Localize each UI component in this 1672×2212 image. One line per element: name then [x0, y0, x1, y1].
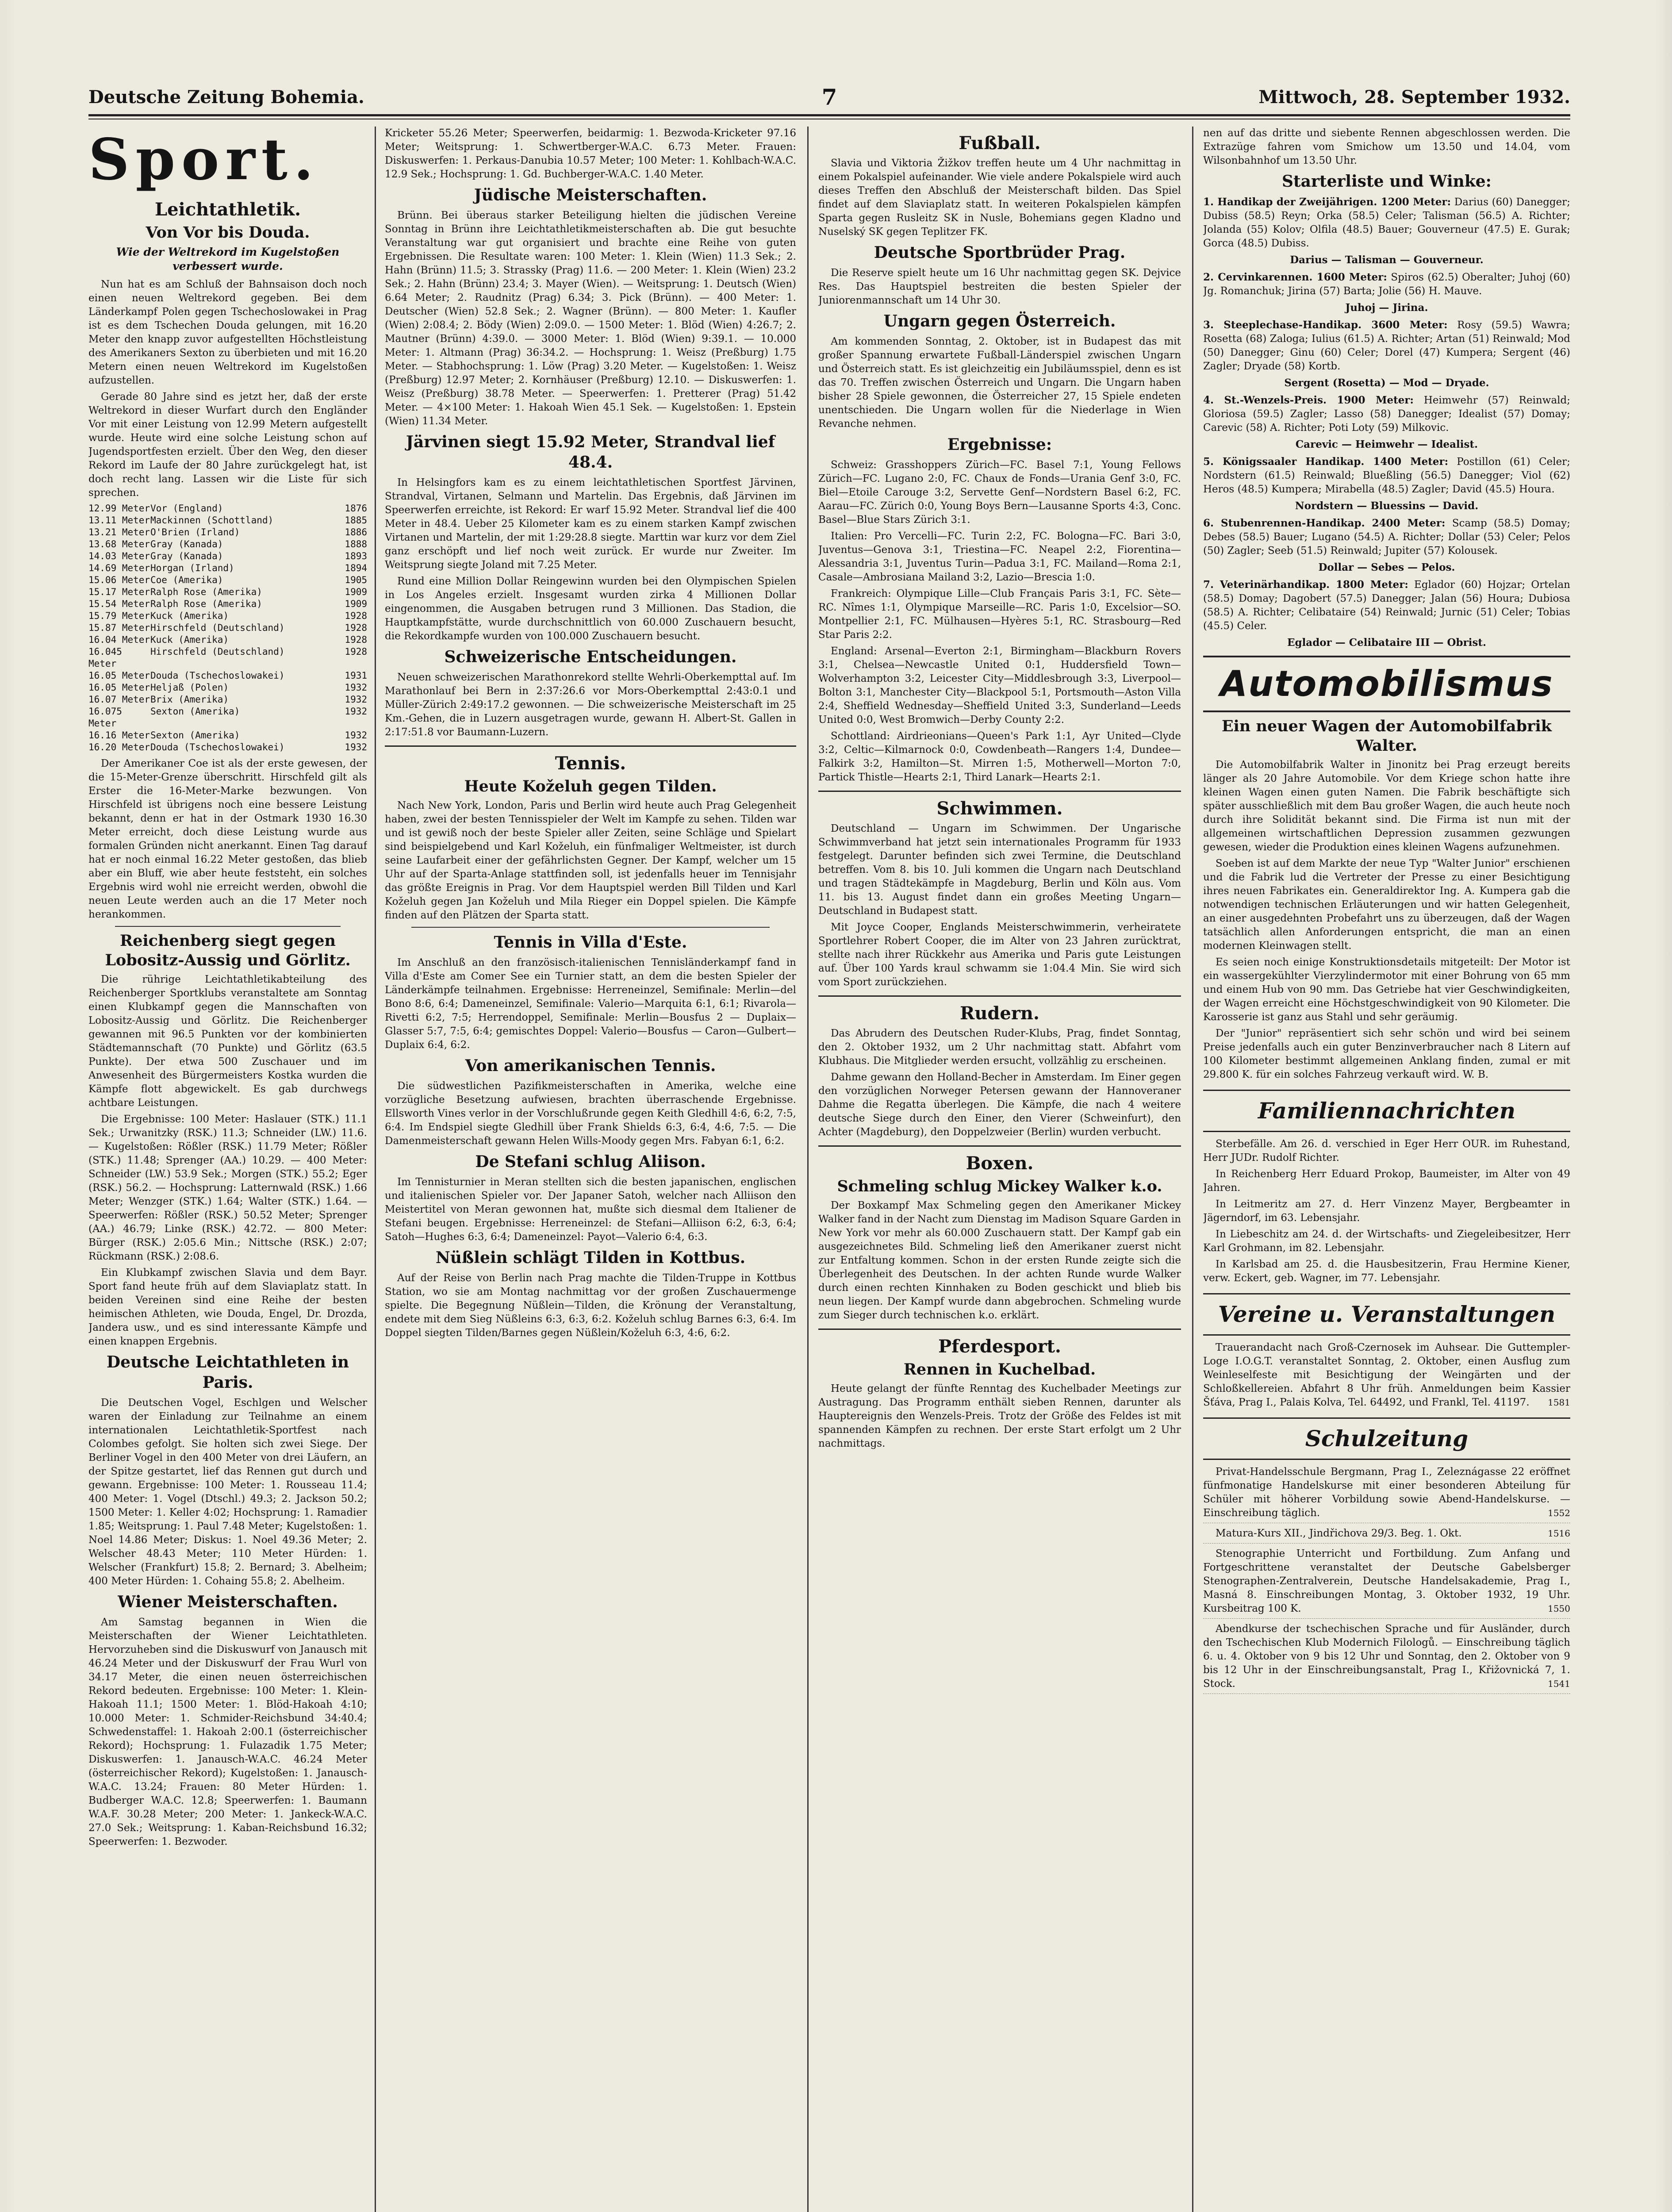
record-row [88, 741, 367, 753]
article-paragraph: Italien: Pro Vercelli—FC. Turin 2:2, FC. Bologna—FC. Bari 3:0, Juventus—Genova 3:1, Triestina—FC. Neapel 2:2, Fiorentina—Alessandria 3:1, Juventus Turin—Padua 3:1, FC. Mailand—Roma 2:1, Casale—Ambrosiana Mailand 3:2, Lazio—Brescia 1:0. [818, 530, 1181, 583]
record-year: 1932 [345, 694, 367, 705]
record-year: 1886 [345, 527, 367, 538]
article-paragraph: Heute gelangt der fünfte Renntag des Kuchelbader Meetings zur Austragung. Das Programm enthält sieben Rennen, darunter als Hauptereignis den Wenzels-Preis. Trotz der Größe des Feldes ist mit spannenden Kämpfen zu rechnen. Der erste Start erfolgt um 2 Uhr nachmittags. [818, 1383, 1181, 1449]
notice-number: 1516 [1548, 1528, 1570, 1539]
race-title: 2. Cervinkarennen. 1600 Meter: [1203, 271, 1387, 283]
section-heading: Tennis. [385, 745, 796, 774]
race-title: 6. Stubenrennen-Handikap. 2400 Meter: [1203, 517, 1446, 529]
article-headline: Schweizerische Entscheidungen. [444, 648, 737, 666]
notice-number: 1541 [1548, 1678, 1570, 1689]
article-paragraph: Der Boxkampf Max Schmeling gegen den Amerikaner Mickey Walker fand in der Nacht zum Dienstag im Madison Square Garden in New York vor mehr als 60.000 Zuschauern statt. Der Kampf gab ein ausgezeichnetes Bild. Schmeling ließ den Amerikaner zuerst nicht zur Entfaltung kommen. Schon in der ersten Runde zeigte sich die Überlegenheit des Deutschen. In der achten Runde wurde Walker durch einen rechten Kinnhaken zu Boden geschickt und blieb bis neun liegen. Der Kampf wurde dann abgebrochen. Schmeling wurde zum Sieger durch technischen k.o. erklärt. [818, 1200, 1181, 1321]
record-year: 1894 [345, 563, 367, 573]
record-row [88, 526, 367, 538]
section-heading: Schwimmen. [818, 791, 1181, 819]
record-holder: Coe (Amerika) [150, 575, 223, 585]
article-paragraph: Die Automobilfabrik Walter in Jinonitz bei Prag erzeugt bereits länger als 20 Jahre Automobile. Vor dem Kriege schon hatte ihre kleinen Wagen einen guten Namen. Die Fabrik beschäftigte sich später ausschließlich mit dem Bau großer Wagen, die auch heute noch durch ihre Solidität bekannt sind. Die Firma ist nun mit der allgemeinen wirtschaftlichen Depression zusammen gezwungen gewesen, wieder die Produktion eines kleinen Wagens aufzunehmen. [1203, 759, 1570, 853]
record-mark: 15.17 Meter [88, 587, 150, 597]
race-entry [1203, 516, 1570, 574]
notice-number: 1552 [1548, 1508, 1570, 1518]
race-tip: Carevic — Heimwehr — Idealist. [1295, 438, 1478, 450]
record-mark: 13.21 Meter [88, 527, 150, 538]
record-mark: 15.54 Meter [88, 599, 150, 609]
article-paragraph: Ein Klubkampf zwischen Slavia und dem Bayr. Sport fand heute früh auf dem Slaviaplatz statt. In beiden Vereinen sind eine Reihe der besten heimischen Athleten, wie Douda, Engel, Dr. Drozda, Jandera usw., und es sind interessante Kämpfe und einen knappen Ergebnis. [88, 1267, 367, 1347]
record-mark: 14.69 Meter [88, 563, 150, 573]
race-starters: Heimwehr (57) Reinwald; Gloriosa (59.5) Zagler; Lasso (58) Danegger; Idealist (57) Domay; Carevic (58) A. Richter; Poti Loty (59) Milkovic. [1203, 395, 1570, 434]
race-title: 3. Steeplechase-Handikap. 3600 Meter: [1203, 319, 1448, 331]
article-paragraph: Schottland: Airdrieonians—Queen's Park 1:1, Ayr United—Clyde 3:2, Celtic—Kilmarnock 0:0, Cowdenbeath—Rangers 1:4, Dundee—Falkirk 3:2, Hamilton—St. Mirren 1:5, Motherwell—Morton 7:0, Partick Thistle—Hearts 2:1, Third Lanark—Hearts 2:1. [818, 730, 1181, 783]
record-holder: Horgan (Irland) [150, 563, 234, 573]
record-row [88, 574, 367, 586]
article-paragraph: Im Tennisturnier in Meran stellten sich die besten japanischen, englischen und italienischen Spieler vor. Der Japaner Satoh, welcher nach Alliison den Meistertitel von Meran gewonnen hat, mußte sich diesmal dem Italiener de Stefani beugen. Ergebnisse: Herreneinzel: de Stefani—Alliison 6:2, 6:3, 6:4; Satoh—Hughes 6:3, 6:4; Dameneinzel: Payot—Valerio 6:4, 6:3. [385, 1176, 796, 1243]
article-paragraph: Slavia und Viktoria Žižkov treffen heute um 4 Uhr nachmittag in einem Pokalspiel aufeinander. Wie viele andere Pokalspiele wird auch dieses Treffen den Abschluß der Meisterschaft bilden. Das Spiel findet auf dem Slaviaplatz statt. In weiteren Pokalspielen kämpfen Sparta gegen Rusleitz SK in Nusle, Bohemians gegen Kladno und Nuselský SK gegen Teplitzer FK. [818, 157, 1181, 238]
race-list [1203, 195, 1570, 649]
article-headline: De Stefani schlug Aliison. [475, 1152, 706, 1171]
divider [411, 927, 770, 928]
article-paragraph: Gerade 80 Jahre sind es jetzt her, daß der erste Weltrekord in dieser Wurfart durch den Engländer Vor mit einer Leistung von 12.99 Metern aufgestellt wurde. Heute wird eine solche Leistung schon auf Jugendsportfesten erzielt. Über den Weg, den dieser Rekord im Laufe der 80 Jahre zurückgelegt hat, ist doch recht lang. Lassen wir die Liste für sich sprechen. [88, 391, 367, 499]
record-mark: 16.05 Meter [88, 682, 150, 693]
record-holder: O'Brien (Irland) [150, 527, 240, 538]
race-field [1203, 195, 1570, 250]
record-mark: 14.03 Meter [88, 551, 150, 561]
article-paragraph: Es seien noch einige Konstruktionsdetails mitgeteilt: Der Motor ist ein wassergekühlter Vierzylindermotor mit einer Bohrung von 65 mm und einem Hub von 90 mm. Das Getriebe hat vier Geschwindigkeiten, der Wagen erreicht eine Höchstgeschwindigkeit von 90 Kilometer. Die Karosserie ist ganz aus Stahl und sehr geräumig. [1203, 956, 1570, 1023]
article-paragraph: Rund eine Million Dollar Reingewinn wurden bei den Olympischen Spielen in Los Angeles erzielt. Insgesamt wurden zirka 4 Millionen Dollar eingenommen, die Ausgaben betrugen rund 3 Millionen. Das Stadion, die Hauptkampfstätte, wurde durchschnittlich von 60.000 Zuschauern besucht, die Rekordkampfe wurden von 100.000 Zuschauern besucht. [385, 576, 796, 642]
record-row [88, 730, 367, 741]
record-holder: Hirschfeld (Deutschland) [150, 646, 285, 657]
record-row [88, 622, 367, 634]
record-mark: 15.79 Meter [88, 611, 150, 621]
record-year: 1931 [345, 670, 367, 681]
record-row [88, 562, 367, 574]
race-tip: Nordstern — Bluessins — David. [1295, 500, 1479, 512]
event-notice [1203, 1341, 1570, 1409]
race-tip: Darius — Talisman — Gouverneur. [1290, 254, 1484, 266]
article-paragraph: Das Abrudern des Deutschen Ruder-Klubs, Prag, findet Sonntag, den 2. Oktober 1932, um 2 Uhr nachmittag statt. Abfahrt vom Klubhaus. Die Mitglieder werden ersucht, vollzählig zu erscheinen. [818, 1028, 1181, 1067]
record-year: 1905 [345, 575, 367, 585]
race-title: 1. Handikap der Zweijährigen. 1200 Meter: [1203, 196, 1451, 208]
article-headline: Järvinen siegt 15.92 Meter, Strandval lief 48.4. [406, 433, 775, 472]
race-field [1203, 318, 1570, 373]
record-year: 1909 [345, 599, 367, 609]
race-tip: Sergent (Rosetta) — Mod — Dryade. [1284, 377, 1489, 389]
record-holder: Ralph Rose (Amerika) [150, 587, 262, 597]
record-year: 1909 [345, 587, 367, 597]
section-heading: Rudern. [818, 995, 1181, 1024]
article-paragraph: Schweiz: Grasshoppers Zürich—FC. Basel 7:1, Young Fellows Zürich—FC. Lugano 2:0, FC. Chaux de Fonds—Urania Genf 3:0, FC. Biel—Etoile Carouge 3:2, Servette Genf—Nordstern Basel 6:2, FC. Aarau—FC. Zürich 0:0, Young Boys Bern—Lausanne Sports 4:3, Conc. Basel—Blue Stars Zürich 3:1. [818, 459, 1181, 526]
record-row [88, 503, 367, 515]
section-heading: Fußball. [959, 133, 1041, 154]
page-number: 7 [821, 84, 837, 110]
school-news-title: Schulzeitung [1203, 1417, 1570, 1460]
record-row [88, 538, 367, 550]
article-headline: Rennen in Kuchelbad. [903, 1360, 1096, 1379]
column-1 [88, 127, 367, 2212]
record-row [88, 682, 367, 694]
article-paragraph: Die rührige Leichtathletikabteilung des Reichenberger Sportklubs veranstaltete am Sonntag einen Klubkampf gegen die Mannschaften von Lobositz-Aussig und Görlitz. Die Reichenberger gewannen mit 96.5 Punkten vor der kombinierten Städtemannschaft (70 Punkte) und Görlitz (63.5 Punkte). Der etwa 500 Zuschauer und im Anwesenheit des Bürgermeisters Kostka wurden die Kämpfe flott abgewickelt. Es gab durchwegs achtbare Leistungen. [88, 974, 367, 1109]
column-4 [1203, 127, 1570, 2212]
race-tip: Juhoj — Jirina. [1345, 302, 1428, 314]
divider [115, 926, 341, 927]
record-year: 1932 [345, 730, 367, 741]
article-headline: Ein neuer Wagen der Automobilfabrik Walter. [1221, 717, 1552, 755]
record-year: 1928 [345, 611, 367, 621]
record-mark: 16.075 Meter [88, 706, 122, 729]
article-paragraph: Kricketer 55.26 Meter; Speerwerfen, beidarmig: 1. Bezwoda-Kricketer 97.16 Meter; Weitsprung: 1. Schwertberger-W.A.C. 6.73 Meter. Frauen: Diskuswerfen: 1. Perkaus-Danubia 10.57 Meter; 100 Meter: 1. Kohlbach-W.A.C. 12.9 Sek.; Hochsprung: 1. Gd. Buchberger-W.A.C. 1.40 Meter. [385, 127, 796, 180]
article-headline: Nüßlein schlägt Tilden in Kottbus. [435, 1248, 746, 1267]
article-paragraph: Am Samstag begannen in Wien die Meisterschaften der Wiener Leichtathleten. Hervorzuheben sind die Diskuswurf von Janausch mit 46.24 Meter und der Diskuswurf der Frau Wurl von 34.17 Meter, die einen neuen österreichischen Rekord bedeuten. Ergebnisse: 100 Meter: 1. Klein-Hakoah 11.1; 1500 Meter: 1. Blöd-Hakoah 4:10; 10.000 Meter: 1. Schmider-Reichsbund 34:40.4; Schwedenstaffel: 1. Hakoah 2:00.1 (österreichischer Rekord); Hochsprung: 1. Fulazadik 1.75 Meter; Diskuswerfen: 1. Janausch-W.A.C. 46.24 Meter (österreichischer Rekord); Kugelstoßen: 1. Janausch-W.A.C. 13.24; Frauen: 80 Meter Hürden: 1. Budberger W.A.C. 12.8; Speerwerfen: 1. Baumann W.A.F. 30.28 Meter; 200 Meter: 1. Jankeck-W.A.C. 27.0 Sek.; Weitsprung: 1. Kaban-Reichsbund 16.32; Speerwerfen: 1. Bezwoder. [88, 1617, 367, 1847]
record-holder: Sexton (Amerika) [150, 706, 240, 717]
column-3 [818, 127, 1181, 2212]
header-rule [88, 114, 1570, 116]
race-title: 7. Veterinärhandikap. 1800 Meter: [1203, 579, 1408, 591]
article-headline: Von amerikanischen Tennis. [465, 1056, 716, 1075]
family-notice: In Karlsbad am 25. d. die Hausbesitzerin, Frau Hermine Kiener, verw. Eckert, geb. Wagner, im 77. Lebensjahr. [1203, 1259, 1570, 1284]
record-row [88, 550, 367, 562]
race-starters: Scamp (58.5) Domay; Debes (58.5) Bauer; Lugano (54.5) A. Richter; Dollar (53) Celer; Pelos (50) Zagler; Seeb (51.5) Reinwald; Jupiter (57) Kolousek. [1203, 518, 1570, 557]
record-mark: 16.16 Meter [88, 730, 150, 741]
record-year: 1885 [345, 515, 367, 526]
article-headline: Reichenberg siegt gegen Lobositz-Aussig und Görlitz. [105, 932, 351, 969]
record-mark: 12.99 Meter [88, 503, 150, 514]
record-mark: 16.04 Meter [88, 634, 150, 645]
race-tip: Dollar — Sebes — Pelos. [1318, 561, 1455, 573]
record-holder: Ralph Rose (Amerika) [150, 599, 262, 609]
article-paragraph: Deutschland — Ungarn im Schwimmen. Der Ungarische Schwimmverband hat jetzt sein internationales Programm für 1933 festgelegt. Darunter befinden sich zwei Termine, die Deutschland betreffen. Vom 8. bis 10. Juli kommen die Ungarn nach Deutschland und tragen Städtekämpfe in Magdeburg, Berlin und Köln aus. Vom 11. bis 13. August findet dann ein großes Meeting Ungarn—Deutschland in Budapest statt. [818, 823, 1181, 917]
race-entry [1203, 455, 1570, 513]
race-entry [1203, 270, 1570, 315]
family-notice: Sterbefälle. Am 26. d. verschied in Eger Herr OUR. im Ruhestand, Herr JUDr. Rudolf Richter. [1203, 1138, 1570, 1164]
article-paragraph: Soeben ist auf dem Markte der neue Typ "Walter Junior" erschienen und die Fabrik lud die Vertreter der Presse zu einer Besichtigung ihres neuen Fabrikates ein. Generaldirektor Ing. A. Kumpera gab die notwendigen technischen Erläuterungen und wir hatten Gelegenheit, an einer ausgedehnten Probefahrt uns zu überzeugen, daß der Wagen tatsächlich allen Anforderungen entspricht, die man an einen modernen Kleinwagen stellt. [1203, 858, 1570, 952]
article-paragraph: Dahme gewann den Holland-Becher in Amsterdam. Im Einer gegen den vorzüglichen Norweger Petersen gewann der Hannoveraner Dahme die Regatta überlegen. Die Kämpfe, die nach 4 weitere deutsche Siege durch den Einer, den Vierer (Schweinfurt), den Achter (Magdeburg), den Doppelzweier (Berlin) wurden verbucht. [818, 1071, 1181, 1138]
record-holder: Douda (Tschechoslowakei) [150, 670, 285, 681]
school-notice-text: Stenographie Unterricht und Fortbildung. Zum Anfang und Fortgeschrittene veranstaltet der Deutsche Gabelsberger Stenographen-Zentralverein, Deutsche Handelsakademie, Prag I., Masná 8. Einschreibungen Montag, 3. Oktober 1932, 19 Uhr. Kursbeitrag 100 K. [1203, 1548, 1570, 1614]
masthead-name: Deutsche Zeitung Bohemia. [88, 87, 364, 108]
article-headline: Von Vor bis Douda. [146, 223, 310, 242]
record-row [88, 670, 367, 682]
record-row [88, 646, 367, 670]
article-paragraph: nen auf das dritte und siebente Rennen abgeschlossen werden. Die Extrazüge fahren vom Smichow um 13.50 und 14.04, vom Wilsonbahnhof um 13.50 Uhr. [1203, 127, 1570, 166]
record-holder: Vor (England) [150, 503, 223, 514]
record-row [88, 586, 367, 598]
record-mark: 13.68 Meter [88, 539, 150, 549]
record-row [88, 634, 367, 646]
article-paragraph: Frankreich: Olympique Lille—Club Français Paris 3:1, FC. Sète—RC. Nîmes 1:1, Olympique Marseille—RC. Paris 1:0, Excelsior—SO. Montpellier 2:1, FC. Mülhausen—Hyères 5:1, RC. Strasbourg—Red Star Paris 2:2. [818, 588, 1181, 641]
record-holder: Gray (Kanada) [150, 551, 223, 561]
school-notices [1203, 1465, 1570, 1694]
family-notice: In Reichenberg Herr Eduard Prokop, Baumeister, im Alter von 49 Jahren. [1203, 1168, 1570, 1194]
article-paragraph: Der "Junior" repräsentiert sich sehr schön und wird bei seinem Preise jedenfalls auch ein guter Benzinverbraucher nach 8 Litern auf 100 Kilometer bestimmt allgemeinen Anklang finden, zumal er mit 29.800 K. für ein solches Fahrzeug verkauft wird. W. B. [1203, 1028, 1570, 1080]
notice-number: 1550 [1548, 1603, 1570, 1614]
race-tip: Eglador — Celibataire III — Obrist. [1287, 637, 1487, 649]
record-mark: 16.05 Meter [88, 670, 150, 681]
section-heading: Boxen. [818, 1145, 1181, 1174]
race-entry [1203, 195, 1570, 267]
article-paragraph: Am kommenden Sonntag, 2. Oktober, ist in Budapest das mit großer Spannung erwartete Fußball-Länderspiel zwischen Ungarn und Österreich statt. Es ist gleichzeitig ein Jubiläumsspiel, denn es ist das 70. Treffen zwischen Österreich und Ungarn. Die Ungarn haben bisher 28 Spiele gewonnen, die Österreicher 27, 15 Spiele endeten unentschieden. Die Ungarn wollen für die Niederlage in Wien Revanche nehmen. [818, 336, 1181, 430]
school-notice [1203, 1622, 1570, 1694]
record-year: 1893 [345, 551, 367, 561]
article-headline: Deutsche Leichtathleten in Paris. [106, 1353, 349, 1392]
column-divider-3 [1192, 127, 1193, 2212]
race-starters: Eglador (60) Hojzar; Ortelan (58.5) Domay; Dagobert (57.5) Danegger; Jalan (56) Houra; Dubiosa (58.5) A. Richter; Celibataire (54) Reinwald; Jurnic (51) Celer; Tobias (45.5) Celer. [1203, 579, 1570, 632]
article-headline: Wiener Meisterschaften. [118, 1593, 338, 1611]
school-notice [1203, 1465, 1570, 1523]
record-holder: Mackinnen (Schottland) [150, 515, 274, 526]
article-headline: Ungarn gegen Österreich. [883, 312, 1116, 330]
article-headline: Tennis in Villa d'Este. [494, 933, 687, 952]
article-paragraph: Mit Joyce Cooper, Englands Meisterschwimmerin, verheiratete Sportlehrer Robert Cooper, die im Alter von 23 Jahren zurücktrat, stellte nach ihrer Rückkehr aus Amerika und Paris gute Leistungen auf. Über 100 Yards kraul schwamm sie 1:04.4 Min. Sie wird sich vom Sport zurückziehen. [818, 922, 1181, 988]
article-paragraph: Die Reserve spielt heute um 16 Uhr nachmittag gegen SK. Dejvice Res. Das Hauptspiel bestreiten die besten Spieler der Juniorenmannschaft um 14 Uhr 30. [818, 267, 1181, 306]
article-headline: Schmeling schlug Mickey Walker k.o. [837, 1177, 1162, 1195]
record-mark: 16.045 Meter [88, 646, 122, 669]
race-field [1203, 270, 1570, 298]
event-text: Trauerandacht nach Groß-Czernosek im Auhsear. Die Guttempler-Loge I.O.G.T. veranstaltet Sonntag, 2. Oktober, einen Ausflug zum Weinleselfeste mit Besichtigung der Weingärten und der Schloßkellereien. Abfahrt 8 Uhr früh. Anmeldungen beim Kassier Šťáva, Prag I., Palais Kolva, Tel. 64492, und Frankl, Tel. 41197. [1203, 1342, 1570, 1408]
record-row [88, 610, 367, 622]
race-field [1203, 455, 1570, 496]
record-year: 1932 [345, 682, 367, 693]
race-field [1203, 393, 1570, 435]
race-starters: Darius (60) Danegger; Dubiss (58.5) Reyn; Orka (58.5) Celer; Talisman (56.5) A. Richter; Jolanda (55) Kolov; Olfila (48.5) Bauer; Gouverneur (47.5) E. Gurak; Gorca (48.5) Dubiss. [1203, 196, 1570, 249]
race-field [1203, 578, 1570, 633]
record-holder: Hirschfeld (Deutschland) [150, 622, 285, 633]
race-field [1203, 516, 1570, 558]
column-divider-2 [807, 127, 809, 2212]
section-heading: Leichtathletik. [154, 199, 301, 220]
school-notice-text: Abendkurse der tschechischen Sprache und für Ausländer, durch den Tschechischen Klub Modernich Filologů. — Einschreibung täglich 6. u. 4. Oktober von 9 bis 12 Uhr und Sonntag, den 2. Oktober von 9 bis 12 Uhr in der Einschreibungsanstalt, Prag I., Křižovnická 7, 1. Stock. [1203, 1623, 1570, 1690]
article-paragraph: Die südwestlichen Pazifikmeisterschaften in Amerika, welche eine vorzügliche Besetzung aufwiesen, brachten überraschende Ergebnisse. Ellsworth Vines verlor in der Vorschlußrunde gegen Keith Gledhill 4:6, 6:2, 7:5, 6:4. Im Endspiel siegte Gledhill über Frank Shields 6:3, 6:4, 4:6, 7:5. — Die Damenmeisterschaft gewann Helen Wills-Moody gegen Mrs. Fabyan 6:1, 6:2. [385, 1080, 796, 1147]
article-paragraph: Im Anschluß an den französisch-italienischen Tennisländerkampf fand in Villa d'Este am Comer See ein Turnier statt, an dem die besten Spieler der Länderkämpfe teilnahmen. Ergebnisse: Herreneinzel, Semifinale: Merlin—del Bono 8:6, 6:4; Dameneinzel, Semifinale: Valerio—Marquita 6:1, 6:1; Rivarola—Rivetti 6:2, 7:5; Herrendoppel, Semifinale: Merlin—Bousfus 2 — Duplaix—Glasser 5:7, 7:5, 6:4; gemischtes Doppel: Valerio—Bousfus — Caron—Gulbert—Duplaix 6:4, 6:2. [385, 957, 796, 1051]
article-paragraph: In Helsingfors kam es zu einem leichtathletischen Sportfest Järvinen, Strandval, Virtanen, Selmann und Martelin. Das Ergebnis, daß Järvinen im Speerwerfen erreichte, ist Rekord: Er warf 15.92 Meter. Strandval lief die 400 Meter in 48.4. Ueber 25 Kilometer kam es zu einem starken Kampf zwischen Virtanen und Martelin, der mit 1:29:28.8 siegte. Marttin war kurz vor dem Ziel ganz erschöpft und lief noch weit zurück. Er wurde nur Zweiter. Im Weitsprung siegte Joland mit 7.25 Meter. [385, 477, 796, 571]
record-year: 1932 [345, 706, 367, 717]
record-year: 1928 [345, 634, 367, 645]
record-year: 1928 [345, 646, 367, 657]
record-holder: Kuck (Amerika) [150, 634, 229, 645]
record-mark: 13.11 Meter [88, 515, 150, 526]
record-row [88, 515, 367, 526]
school-notice [1203, 1527, 1570, 1544]
section-heading: Pferdesport. [818, 1329, 1181, 1357]
record-holder: Gray (Kanada) [150, 539, 223, 549]
article-headline: Ergebnisse: [947, 435, 1052, 454]
record-mark: 15.06 Meter [88, 575, 150, 585]
school-notice [1203, 1547, 1570, 1619]
race-entry [1203, 578, 1570, 649]
record-year: 1888 [345, 539, 367, 549]
race-title: 4. St.-Wenzels-Preis. 1900 Meter: [1203, 394, 1414, 406]
record-holder: Douda (Tschechoslowakei) [150, 742, 285, 753]
record-row [88, 694, 367, 706]
race-title: 5. Königssaaler Handikap. 1400 Meter: [1203, 456, 1449, 468]
record-row [88, 598, 367, 610]
school-notice-text: Matura-Kurs XII., Jindřichova 29/3. Beg. 1. Okt. [1216, 1528, 1462, 1539]
article-paragraph: Der Amerikaner Coe ist als der erste gewesen, der die 15-Meter-Grenze überschritt. Hirschfeld gilt als Erster die 16-Meter-Marke bezwungen. Von Hirschfeld ist übrigens noch eine bessere Leistung bekannt, denn er hat in der Ostmark 1930 16.30 Meter erreicht, doch diese Leistung wurde aus formalen Gründen nicht anerkannt. Einen Tag darauf hat er noch einmal 16.22 Meter gestoßen, das blieb aber ein Bluff, wie aber heute feststeht, ein solches Ergebnis wird wohl nie erreicht werden, obwohl die neuen Leute werden auch an die 17 Meter noch herankommen. [88, 758, 367, 920]
article-paragraph: Neuen schweizerischen Marathonrekord stellte Wehrli-Oberkempttal auf. Im Marathonlauf bei Bern in 2:37:26.6 vor Mors-Oberkempttal 2:43:0.1 und Müller-Zürich 2:49:17.2 gewonnen. — Die schweizerische Meisterschaft im 25 Km.-Gehen, die in Luzern ausgetragen wurde, gewann H. Albert-St. Gallen in 2:17:51.8 vor Baumann-Luzern. [385, 672, 796, 738]
article-paragraph: England: Arsenal—Everton 2:1, Birmingham—Blackburn Rovers 3:1, Chelsea—Newcastle United 0:1, Huddersfield Town—Wolverhampton 3:2, Leicester City—Middlesbrough 3:3, Liverpool—Bolton 3:1, Manchester City—Blackpool 5:1, Portsmouth—Aston Villa 2:4, Sheffield Wednesday—Sheffield United 3:3, Sunderland—Leeds United 0:0, West Bromwich—Derby County 2:2. [818, 645, 1181, 726]
running-header [88, 84, 1570, 112]
article-headline: Starterliste und Winke: [1282, 172, 1492, 191]
record-holder: Heljaß (Polen) [150, 682, 229, 693]
record-year: 1928 [345, 622, 367, 633]
record-holder: Kuck (Amerika) [150, 611, 229, 621]
race-entry [1203, 393, 1570, 451]
column-2 [385, 127, 796, 2212]
events-title: Vereine u. Veranstaltungen [1203, 1293, 1570, 1336]
automobilismus-title: Automobilismus [1203, 656, 1570, 712]
record-list [88, 503, 367, 753]
family-notice: In Liebeschitz am 24. d. der Wirtschafts- und Ziegeleibesitzer, Herr Karl Grohmann, im 82. Lebensjahr. [1203, 1229, 1570, 1254]
record-year: 1876 [345, 503, 367, 514]
record-row [88, 706, 367, 730]
race-starters: Rosy (59.5) Wawra; Rosetta (68) Zaloga; Iulius (61.5) A. Richter; Artan (51) Reinwald; Mod (50) Danegger; Ginu (60) Celer; Dorel (47) Kumpera; Sergent (46) Zagler; Dryade (58) Kortb. [1203, 319, 1570, 372]
record-holder: Brix (Amerika) [150, 694, 229, 705]
article-paragraph: Brünn. Bei überaus starker Beteiligung hielten die jüdischen Vereine Sonntag in Brünn ihre Leichtathletikmeisterschaften ab. Die gut besuchte Veranstaltung war gut organisiert und brachte eine Reihe von guten Ergebnissen. Die Resultate waren: 100 Meter: 1. Klein (Wien) 11.3 Sek.; 2. Hahn (Brünn) 11.5; 3. Strassky (Prag) 11.6. — 200 Meter: 1. Klein (Wien) 23.2 Sek.; 2. Hahn (Brünn) 23.4; 3. Mayer (Wien). — Weitsprung: 1. Deutsch (Wien) 6.64 Meter; 2. Raudnitz (Prag) 6.34; 3. Pick (Brünn). — 400 Meter: 1. Deutscher (Wien) 52.8 Sek.; 2. Wagner (Brünn). — 800 Meter: 1. Kaufler (Wien) 2:08.4; 2. Bödy (Wien) 2:09.0. — 1500 Meter: 1. Blöd (Wien) 4:26.7; 2. Mautner (Brünn) 4:39.0. — 3000 Meter: 1. Blöd (Wien) 9:39.1. — 10.000 Meter: 1. Altmann (Prag) 36:34.2. — Hochsprung: 1. Weisz (Preßburg) 1.75 Meter. — Stabhochsprung: 1. Löw (Prag) 3.20 Meter. — Kugelstoßen: 1. Weisz (Preßburg) 12.97 Meter; 2. Kornhäuser (Preßburg) 12.10. — Diskuswerfen: 1. Weisz (Preßburg) 38.78 Meter. — Speerwerfen: 1. Pretterer (Prag) 51.42 Meter. — 4×100 Meter: 1. Hakoah Wien 45.1 Sek. — Kugelstoßen: 1. Epstein (Wien) 11.34 Meter. [385, 210, 796, 427]
school-notice-text: Privat-Handelsschule Bergmann, Prag I., Zeleznágasse 22 eröffnet fünfmonatige Handelskurse mit einer besonderen Abteilung für Schüler mit höherer Vorbildung sowie Abend-Handelskurse. — Einschreibung täglich. [1203, 1466, 1570, 1519]
sport-title: Sport. [88, 127, 320, 193]
race-starters: Spiros (62.5) Oberalter; Juhoj (60) Jg. Romanchuk; Jirina (57) Barta; Jolie (56) H. Mauve. [1203, 272, 1570, 297]
record-mark: 15.87 Meter [88, 622, 150, 633]
article-headline: Jüdische Meisterschaften. [474, 186, 707, 204]
issue-date: Mittwoch, 28. September 1932. [1258, 87, 1570, 108]
family-notice: In Leitmeritz am 27. d. Herr Vinzenz Mayer, Bergbeamter in Jägerndorf, im 63. Lebensjahr. [1203, 1198, 1570, 1224]
article-kicker: Wie der Weltrekord im Kugelstoßen verbessert wurde. [116, 246, 340, 273]
record-holder: Sexton (Amerika) [150, 730, 240, 741]
record-mark: 16.07 Meter [88, 694, 150, 705]
race-starters: Postillon (61) Celer; Nordstern (61.5) Reinwald; Blueßling (56.5) Danegger; Viol (62) Heros (48.5) Kumpera; Mirabella (48.5) Zagler; David (45.5) Houra. [1203, 456, 1570, 495]
article-paragraph: Auf der Reise von Berlin nach Prag machte die Tilden-Truppe in Kottbus Station, wo sie am Montag nachmittag vor der großen Zuschauermenge spielte. Die Begegnung Nüßlein—Tilden, die Krönung der Veranstaltung, endete mit dem Sieg Nüßleins 6:3, 6:3, 6:2. Koželuh schlug Barnes 6:3, 6:4. Im Doppel siegten Tilden/Barnes gegen Nüßlein/Koželuh 6:3, 4:6, 6:2. [385, 1272, 796, 1339]
race-entry [1203, 318, 1570, 390]
article-headline: Deutsche Sportbrüder Prag. [874, 243, 1126, 262]
notice-number: 1581 [1548, 1397, 1570, 1408]
family-news-title: Familiennachrichten [1203, 1090, 1570, 1132]
article-paragraph: Nun hat es am Schluß der Bahnsaison doch noch einen neuen Weltrekord gegeben. Bei dem Länderkampf Polen gegen Tschechoslowakei in Prag ist es dem Tschechen Douda gelungen, mit 16.20 Meter den knapp zuvor aufgestellten Höchstleistung des Amerikaners Sexton zu überbieten und mit 16.20 Metern einen neuen Weltrekord im Kugelstoßen aufzustellen. [88, 279, 367, 386]
column-divider-1 [375, 127, 376, 2212]
article-paragraph: Die Ergebnisse: 100 Meter: Haslauer (STK.) 11.1 Sek.; Urwanitzky (RSK.) 11.3; Schneider (LW.) 11.6. — Kugelstoßen: Rößler (RSK.) 11.79 Meter; Rößler (STK.) 11.48; Sprenger (AA.) 10.29. — 400 Meter: Schneider (LW.) 53.9 Sek.; Morgen (STK.) 55.2; Eger (RSK.) 56.2. — Hochsprung: Latternwald (RSK.) 1.66 Meter; Wenzger (STK.) 1.64; Walter (STK.) 1.64. — Speerwerfen: Rößler (RSK.) 50.52 Meter; Sprenger (AA.) 46.79; Linke (RSK.) 42.72. — 800 Meter: Bürger (RSK.) 2:05.6 Min.; Nittsche (RSK.) 2:07; Rückmann (RSK.) 2:08.6. [88, 1114, 367, 1262]
article-paragraph: Die Deutschen Vogel, Eschlgen und Welscher waren der Einladung zur Teilnahme an einem internationalen Leichtathletik-Sportfest nach Colombes gefolgt. Sie holten sich zwei Siege. Der Berliner Vogel in den 400 Meter von drei Läufern, an der Spitze gestartet, lief das Rennen gut durch und gewann. Ergebnisse: 100 Meter: 1. Rousseau 11.4; 400 Meter: 1. Vogel (Dtschl.) 49.3; 2. Jackson 50.2; 1500 Meter: 1. Keller 4:02; Hochsprung: 1. Ramadier 1.85; Weitsprung: 1. Paul 7.48 Meter; Kugelstoßen: 1. Noel 14.86 Meter; Diskus: 1. Noel 49.36 Meter; 2. Welscher 48.43 Meter; 110 Meter Hürden: 1. Welscher (Frankfurt) 15.8; 2. Bernard; 3. Abelheim; 400 Meter Hürden: 1. Cohaing 55.8; 2. Abelheim. [88, 1397, 367, 1587]
article-headline: Heute Koželuh gegen Tilden. [464, 777, 717, 795]
record-mark: 16.20 Meter [88, 742, 150, 753]
article-paragraph: Nach New York, London, Paris und Berlin wird heute auch Prag Gelegenheit haben, zwei der besten Tennisspieler der Welt im Kampfe zu sehen. Tilden war und ist gewiß noch der beste Spieler aller Zeiten, seine Schläge und Spielart sind beispielgebend und Karl Koželuh, ein fünfmaliger Weltmeister, ist durch seine Laufarbeit einer der gefährlichsten Gegner. Der Kampf, welcher um 15 Uhr auf der Sparta-Anlage stattfinden soll, ist jedenfalls heuer im Tennisjahr das größte Ereignis in Prag. Vor dem Hauptspiel werden Bill Tilden und Karl Koželuh gegen Jan Koželuh und Mila Rieger ein Doppel spielen. Die Kämpfe finden auf den Plätzen der Sparta statt. [385, 800, 796, 921]
record-year: 1932 [345, 742, 367, 753]
